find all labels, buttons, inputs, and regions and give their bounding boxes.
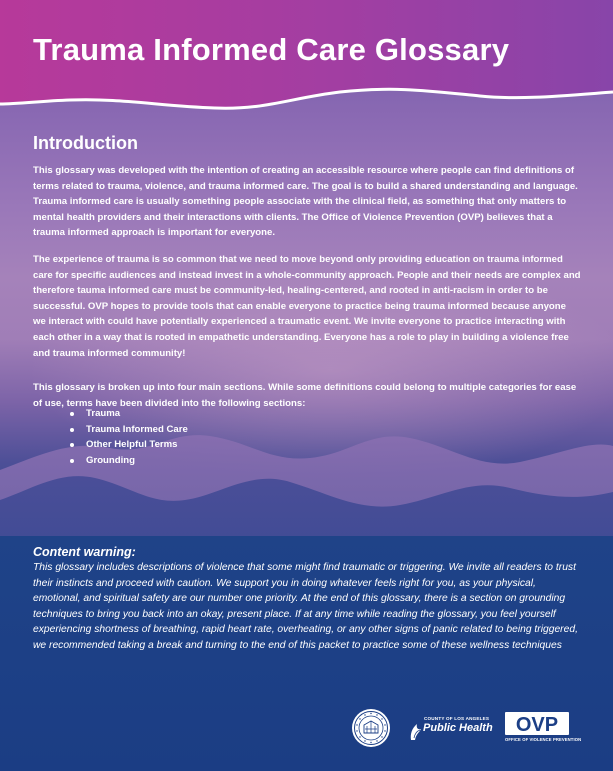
public-health-text: Public Health <box>423 722 493 734</box>
intro-paragraph-2: The experience of trauma is so common that we need to move beyond only providing education on trauma informed care for specific audiences and instead invest in a whole-community approach. People and their needs are complex and therefore tauma informed care must be community-led, healing-centered, and rooted in anti-racism in order to be successful. OVP hopes to provide tools that can enable everyone to practice being trauma informed because anyone we interact with could have potentially experienced a traumatic event. We invite everyone to practice interacting with each other in a way that is rooted in empathetic understanding. Everyone has a role to play in building a violence free and trauma informed community! <box>33 254 581 359</box>
ovp-wordmark <box>505 712 569 735</box>
county-seal-logo <box>351 708 391 748</box>
public-health-county-text: COUNTY OF LOS ANGELES <box>424 716 490 721</box>
public-health-logo <box>408 716 492 746</box>
list-item <box>68 453 188 469</box>
section-list <box>68 406 188 468</box>
public-health-mark-icon <box>408 720 424 742</box>
page-title: Trauma Informed Care Glossary <box>33 32 510 67</box>
bullet-icon <box>70 459 74 463</box>
bullet-icon <box>70 443 74 447</box>
footer-logos <box>0 700 613 760</box>
ovp-subtitle: OFFICE OF VIOLENCE PREVENTION <box>505 737 582 742</box>
list-item <box>68 406 188 422</box>
ovp-letters: OVP <box>515 714 559 735</box>
section-label-trauma: Trauma <box>86 408 121 419</box>
list-item <box>68 422 188 438</box>
introduction-heading: Introduction <box>33 133 138 153</box>
bullet-icon <box>70 428 74 432</box>
list-item <box>68 437 188 453</box>
ovp-logo <box>505 712 582 746</box>
section-label-other-helpful-terms: Other Helpful Terms <box>86 439 178 451</box>
section-label-grounding: Grounding <box>86 454 136 466</box>
content-warning-heading: Content warning: <box>33 545 136 559</box>
bullet-icon <box>70 412 74 416</box>
section-label-trauma-informed-care: Trauma Informed Care <box>86 423 188 435</box>
intro-paragraph-1: This glossary was developed with the intention of creating an accessible resource where people can find definitions of terms related to trauma, violence, and trauma informed care. The goal is to build a shared understanding and language. Trauma informed care is usually something people associate with the clinical field, as something that only matters to mental health providers and their interactions with clients. The Office of Violence Prevention (OVP) believes that a trauma informed approach is important for everyone. <box>33 165 578 239</box>
intro-paragraph-3: This glossary is broken up into four main sections. While some definitions could belong to multiple categories for ease of use, terms have been divided into the following sections: <box>33 382 577 409</box>
content-warning-body: This glossary includes descriptions of violence that some might find traumatic or triggering. We invite all readers to trust their instincts and proceed with caution. We support you in doing whatever feels right for you, as your physical, emotional, and spiritual safety are our number one priority. At the end of this glossary, there is a section on grounding techniques to bring you back into an okay, present place. If at any time while reading the glossary, you feel yourself experiencing shortness of breathing, rapid heart rate, overheating, or any other signs of panic related to being triggered, we recommended taking a break and turning to the end of this packet to practice some of these wellness techniques <box>33 562 578 651</box>
